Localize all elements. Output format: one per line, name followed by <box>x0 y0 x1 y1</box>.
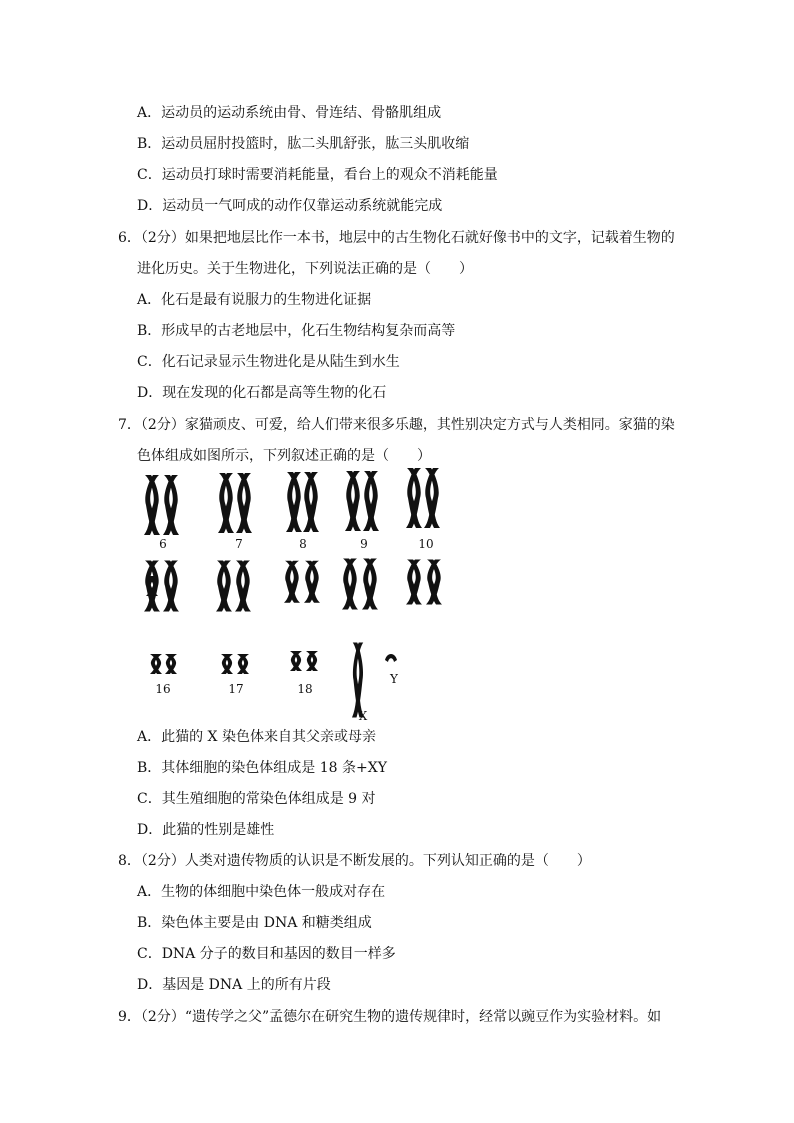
chromosome-pair-9 <box>345 471 379 531</box>
q7-option-c: C．其生殖细胞的常染色体组成是 9 对 <box>137 791 376 807</box>
label-16: 16 <box>155 682 171 696</box>
chromosome-pair-13 <box>284 561 320 603</box>
chromosome-pair-8 <box>286 472 319 532</box>
chromosome-pair-12 <box>216 561 251 612</box>
q7-option-a: A．此猫的 X 染色体来自其父亲或母亲 <box>137 729 376 745</box>
q8-option-d: D．基因是 DNA 上的所有片段 <box>137 977 331 993</box>
q5-option-b: B．运动员屈肘投篮时，肱二头肌舒张，肱三头肌收缩 <box>137 136 470 152</box>
chromosome-pair-15 <box>406 560 442 605</box>
chromosome-pair-10 <box>406 468 440 528</box>
q7-option-d: D．此猫的性别是雄性 <box>137 822 275 838</box>
chromosome-pair-17 <box>221 654 249 674</box>
q6-option-c: C．化石记录显示生物进化是从陆生到水生 <box>137 354 400 370</box>
chromosome-pair-11 <box>144 561 179 612</box>
label-10: 10 <box>418 537 434 551</box>
q8-option-a: A．生物的体细胞中染色体一般成对存在 <box>137 884 386 900</box>
label-y: Y <box>390 672 398 686</box>
label-7: 7 <box>235 537 243 551</box>
chromosome-pair-18 <box>290 651 318 671</box>
label-9: 9 <box>360 537 368 551</box>
q5-option-c: C．运动员打球时需要消耗能量，看台上的观众不消耗能量 <box>137 167 498 183</box>
chromosome-x <box>352 643 364 718</box>
label-6: 6 <box>159 537 167 551</box>
chromosome-pair-7 <box>218 473 252 533</box>
q6-stem-line2: 进化历史。关于生物进化，下列说法正确的是（ ） <box>137 261 473 277</box>
label-18: 18 <box>297 682 313 696</box>
q8-stem: 8．（2分）人类对遗传物质的认识是不断发展的。下列认知正确的是（ ） <box>118 853 591 869</box>
karyotype-figure <box>130 468 460 728</box>
q8-option-b: B．染色体主要是由 DNA 和糖类组成 <box>137 915 372 931</box>
q6-stem-line1: 6．（2分）如果把地层比作一本书，地层中的古生物化石就好像书中的文字，记载着生物的 <box>118 230 675 246</box>
q5-option-a: A．运动员的运动系统由骨、骨连结、骨骼肌组成 <box>137 105 442 121</box>
label-17: 17 <box>228 682 244 696</box>
label-8: 8 <box>299 537 307 551</box>
label-x: X <box>358 709 368 723</box>
chromosome-pair-16 <box>150 654 177 674</box>
q6-option-d: D．现在发现的化石都是高等生物的化石 <box>137 385 387 401</box>
q7-stem-line1: 7．（2分）家猫顽皮、可爱，给人们带来很多乐趣，其性别决定方式与人类相同。家猫的染 <box>118 417 675 433</box>
q7-option-b: B．其体细胞的染色体组成是 18 条+XY <box>137 760 387 776</box>
chromosome-pair-14 <box>342 559 378 610</box>
chromosome-y <box>385 654 397 662</box>
q7-stem-line2: 色体组成如图所示，下列叙述正确的是（ ） <box>137 448 431 464</box>
q6-option-a: A．化石是最有说服力的生物进化证据 <box>137 292 372 308</box>
q5-option-d: D．运动员一气呵成的动作仅靠运动系统就能完成 <box>137 198 443 214</box>
q6-option-b: B．形成早的古老地层中，化石生物结构复杂而高等 <box>137 323 456 339</box>
chromosome-pair-6 <box>144 475 179 535</box>
q9-stem: 9．（2分）“遗传学之父”孟德尔在研究生物的遗传规律时，经常以豌豆作为实验材料。如 <box>118 1009 662 1025</box>
q8-option-c: C．DNA 分子的数目和基因的数目一样多 <box>137 946 396 962</box>
